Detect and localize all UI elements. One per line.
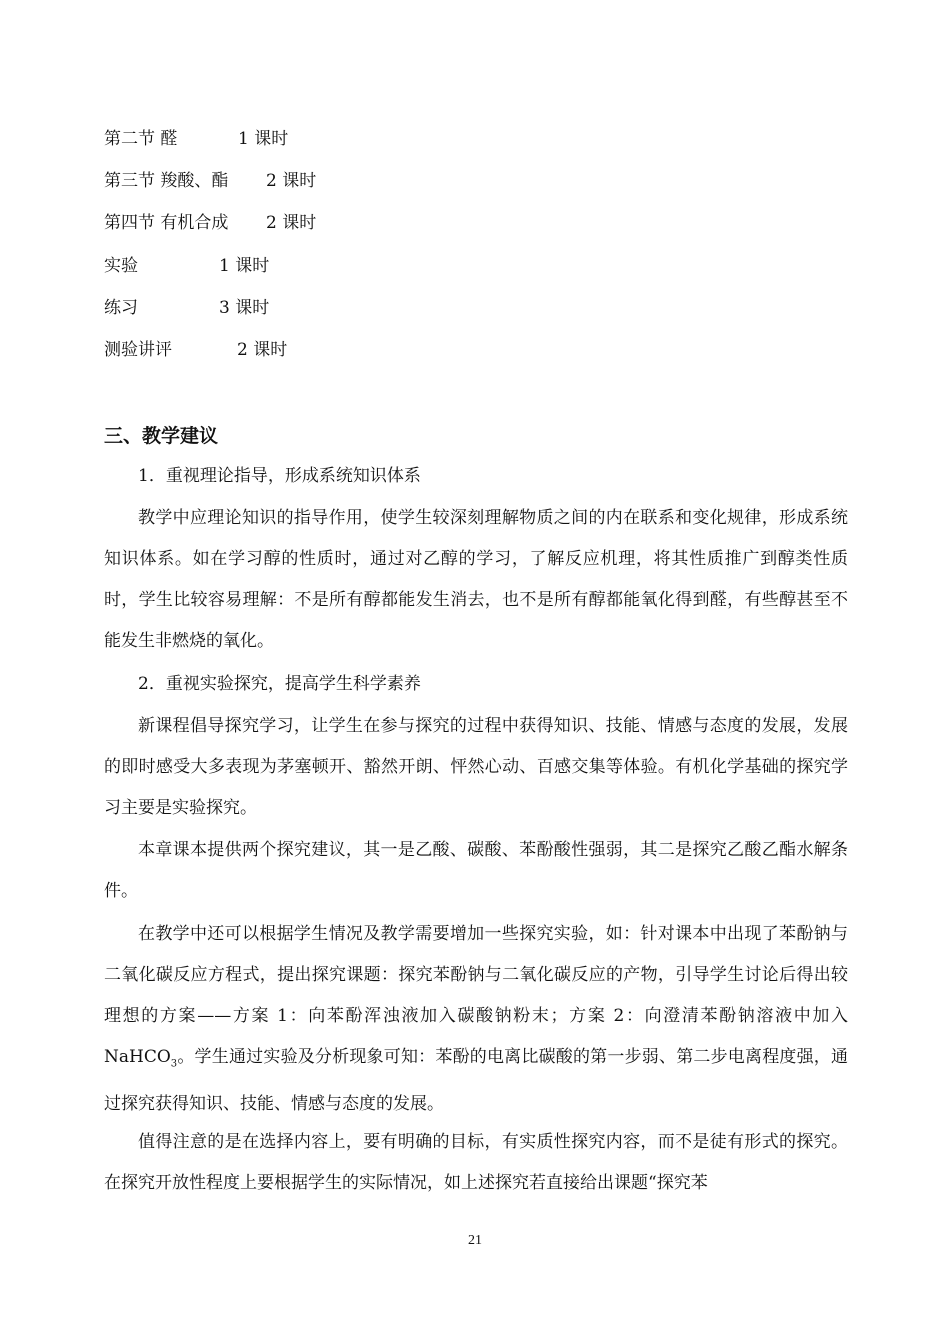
schedule-row (104, 211, 317, 235)
schedule-row (104, 338, 288, 362)
paragraph-theory: 教学中应理论知识的指导作用，使学生较深刻理解物质之间的内在联系和变化规律，形成系统知识体系。如在学习醇的性质时，通过对乙醇的学习，了解反应机理，将其性质推广到醇类性质时，学生比较容易理解：不是所有醇都能发生消去，也不是所有醇都能氧化得到醛，有些醇甚至不能发生非燃烧的氧化。 (104, 508, 848, 651)
paragraph-text: 在教学中还可以根据学生情况及教学需要增加一些探究实验，如：针对课本中出现了苯酚钠与二氧化碳反应方程式，提出探究课题：探究苯酚钠与二氧化碳反应的产物，引导学生讨论后得出较理想的方案——方案 1：向苯酚浑浊液加入碳酸钠粉末；方案 2：向澄清苯酚钠溶液中加入 NaHCO (104, 924, 848, 1067)
schedule-item-name: 练习 (104, 298, 138, 318)
schedule-item-name: 第四节 有机合成 (104, 213, 229, 233)
schedule-item-name: 第三节 羧酸、酯 (104, 171, 229, 191)
subscript: 3 (170, 1058, 178, 1070)
schedule-item-hours: 2 课时 (266, 171, 317, 191)
paragraph-experiment-design (104, 914, 848, 1125)
subheading-theory: 1．重视理论指导，形成系统知识体系 (138, 466, 421, 486)
schedule-item-hours: 1 课时 (238, 129, 289, 149)
paragraph-note: 值得注意的是在选择内容上，要有明确的目标，有实质性探究内容，而不是徒有形式的探究。在探究开放性程度上要根据学生的实际情况，如上述探究若直接给出课题“探究苯 (104, 1132, 848, 1193)
subheading-experiment: 2．重视实验探究，提高学生科学素养 (138, 674, 421, 694)
schedule-row (104, 254, 270, 278)
paragraph-textbook: 本章课本提供两个探究建议，其一是乙酸、碳酸、苯酚酸性强弱，其二是探究乙酸乙酯水解条件。 (104, 840, 848, 901)
section-heading: 三、教学建议 (104, 425, 219, 447)
schedule-item-hours: 2 课时 (266, 213, 317, 233)
schedule-row (104, 296, 270, 320)
schedule-item-name: 测验讲评 (104, 340, 172, 360)
schedule-item-name: 第二节 醛 (104, 129, 178, 149)
schedule-row (104, 127, 289, 151)
schedule-item-hours: 1 课时 (219, 256, 270, 276)
schedule-item-name: 实验 (104, 256, 138, 276)
page-number: 21 (468, 1233, 482, 1248)
paragraph-inquiry: 新课程倡导探究学习，让学生在参与探究的过程中获得知识、技能、情感与态度的发展，发展的即时感受大多表现为茅塞顿开、豁然开朗、怦然心动、百感交集等体验。有机化学基础的探究学习主要是实验探究。 (104, 716, 848, 818)
schedule-item-hours: 2 课时 (237, 340, 288, 360)
schedule-row (104, 169, 317, 193)
schedule-item-hours: 3 课时 (219, 298, 270, 318)
paragraph-text: 。学生通过实验及分析现象可知：苯酚的电离比碳酸的第一步弱、第二步电离程度强，通过探究获得知识、技能、情感与态度的发展。 (104, 1047, 848, 1115)
